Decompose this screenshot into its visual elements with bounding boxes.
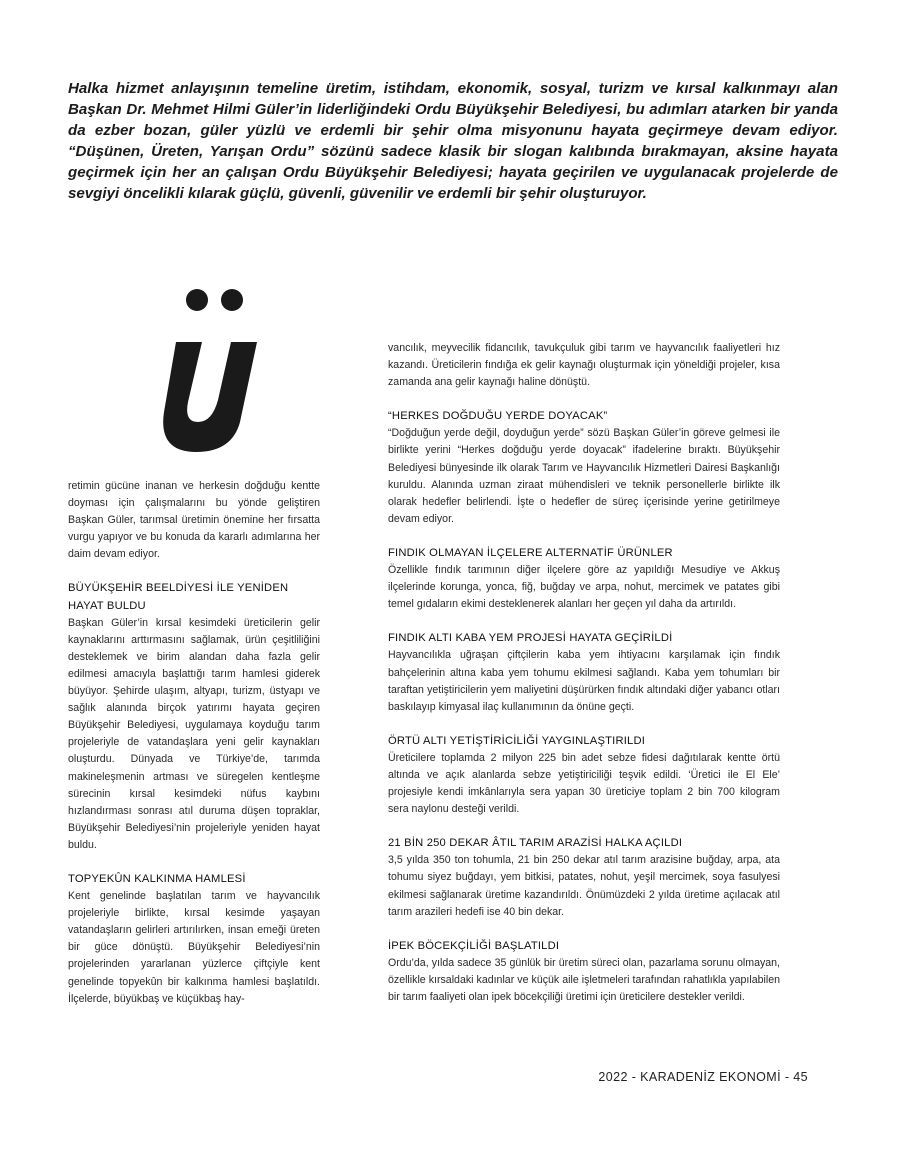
section-body: Üreticilere toplamda 2 milyon 225 bin adet sebze fidesi dağıtılarak kentte örtü altında ve açık alanlarda sebze yetiştiriciliği teşvik edildi. ‘Üretici ile El Ele’ projesiyle kendi imkânlarıyla sera yapan 30 üreticiye toplam 2 bin 700 kilogram sera naylonu desteği verildi.: [388, 751, 780, 816]
section-body: “Doğduğun yerde değil, doyduğun yerde” sözü Başkan Güler’in göreve gelmesi ile birlikte yerini “Herkes doğduğu yerde doyacak” ifadelerine bıraktı. Büyükşehir Belediyesi bünyesinde ilk olarak Tarım ve Hayvancılık Hizmetleri Dairesi Başkanlığı kuruldu. Alanında uzman ziraat mühendisleri ve teknik personellerle birlikte ilk olarak hedefler belirlendi. İşte o hedefler de süreç içerisinde yerine getirilmeye devam ediyor.: [388, 427, 780, 525]
section-heading: 21 BİN 250 DEKAR ÂTIL TARIM ARAZİSİ HALKA AÇILDI: [388, 837, 683, 850]
dropcap-glyph: [140, 282, 270, 462]
page-footer: 2022 - KARADENİZ EKONOMİ - 45: [598, 1070, 808, 1084]
dropcap-letter: [140, 282, 270, 462]
section-alternatif-urunler: [388, 545, 780, 613]
section-heading: BÜYÜKŞEHİR BEELDİYESİ İLE YENİDEN HAYAT BULDU: [68, 582, 289, 612]
section-heading: “HERKES DOĞDUĞU YERDE DOYACAK”: [388, 410, 608, 423]
section-body: Hayvancılıkla uğraşan çiftçilerin kaba yem ihtiyacını karşılamak için fındık bahçelerinin altına kaba yem tohumu ekilmesi sağlandı. Kaba yem tohumları bir taraftan yetiştiricilerin yem maliyetini düşürürken fındık altındaki diğer yabancı otları baskılayıp kimyasal ilaç kullanımının da önüne geçti.: [388, 649, 780, 713]
section-body: Kent genelinde başlatılan tarım ve hayvancılık projeleriyle birlikte, kırsal kesimde yaşayan vatandaşların gelirleri artırılırken, insan emeği üreten bir güce dönüştü. Büyükşehir Belediyesi’nin projelerinden yararlanan yüzlerce çiftçiyle kent genelinde topyekûn bir kalkınma hamlesi başlatıldı. İlçelerde, büyükbaş ve küçükbaş hay-: [68, 890, 320, 1005]
section-kaba-yem: [388, 630, 780, 715]
left-column: [68, 478, 320, 1008]
section-heading: FINDIK OLMAYAN İLÇELERE ALTERNATİF ÜRÜNLER: [388, 546, 673, 559]
section-body: Başkan Güler’in kırsal kesimdeki üreticilerin gelir kaynaklarını arttırmasını sağlamak, ürün çeşitliliğini desteklemek ve birim alandan daha fazla gelir edilmesi amacıyla başlattığı tarım hamlesi giderek büyüyor. Şehirde ulaşım, altyapı, turizm, üstyapı ve sağlık alanında birçok yatırımı hayata geçiren Büyükşehir Belediyesi, uygulamaya koyduğu tarım projeleriyle de vatandaşlara yeni gelir kaynakları oluşturdu. Dünyada ve Türkiye’de, tarımda makineleşmenin artması ve süregelen kentleşme sürecinin kırsal kesimdeki nüfus kaybını hızlandırması sonrası atıl duruma düşen topraklar, Büyükşehir Belediyesi’nin projeleriyle yeniden hayat buldu.: [68, 616, 320, 851]
section-topyekun: [68, 871, 320, 1008]
section-body: Özellikle fındık tarımının diğer ilçelere göre az yapıldığı Mesudiye ve Akkuş ilçelerinde korunga, yonca, fiğ, buğday ve arpa, nohut, mercimek ve patates gibi temel gıdaların ekimi desteklenerek alanları her geçen yıl daha da artırıldı.: [388, 564, 780, 611]
section-heading: TOPYEKÛN KALKINMA HAMLESİ: [68, 872, 246, 885]
section-hayat-buldu: [68, 580, 320, 854]
section-body: 3,5 yılda 350 ton tohumla, 21 bin 250 dekar atıl tarım arazisine buğday, arpa, ata tohumu siyez buğdayı, yem bitkisi, patates, nohut, yeşil mercimek, soya fasulyesi ekilmesi sağlanarak üretime kazandırıldı. Önümüzdeki 2 yılda üretime açılacak atıl tarım arazileri hedefi ise 40 bin dekar.: [388, 854, 780, 918]
section-heading: ÖRTÜ ALTI YETİŞTİRİCİLİĞİ YAYGINLAŞTIRILDI: [388, 734, 646, 747]
section-ortu-alti: [388, 733, 780, 818]
section-herkes-doyacak: [388, 408, 780, 528]
section-atil-arazi: [388, 835, 780, 920]
section-ipek-bocekciligi: [388, 938, 780, 1006]
left-lead-paragraph: retimin gücüne inanan ve herkesin doğduğu kentte doyması için çalışmalarını bu yönde geliştiren Başkan Güler, tarımsal üretimin önemine her fırsatta vurgu yapıyor ve bu konuda da kararlı adımlarına her daim devam ediyor.: [68, 480, 320, 561]
section-body: Ordu’da, yılda sadece 35 günlük bir üretim süreci olan, pazarlama sorunu olmayan, özellikle kırsaldaki kadınlar ve küçük aile işletmeleri tarafından rahatlıkla yapılabilen bir tarım faaliyeti olan ipek böcekçiliği üretimi için üreticilere destekler verildi.: [388, 956, 780, 1003]
section-heading: FINDIK ALTI KABA YEM PROJESİ HAYATA GEÇİRİLDİ: [388, 632, 673, 645]
right-column: [388, 340, 780, 1006]
intro-paragraph: Halka hizmet anlayışının temeline üretim, istihdam, ekonomik, sosyal, turizm ve kırsal kalkınmayı alan Başkan Dr. Mehmet Hilmi Güler’in liderliğindeki Ordu Büyükşehir Belediyesi, bu adımları atarken bir yanda da ezber bozan, güler yüzlü ve erdemli bir şehir olma misyonunu hayata geçirmeye devam ediyor. “Düşünen, Üreten, Yarışan Ordu” sözünü sadece klasik bir slogan kalıbında bırakmayan, aksine hayata geçirmek için her an çalışan Ordu Büyükşehir Belediyesi; hayata geçirilen ve uygulanacak projelerde de sevgiyi öncelikli kılarak güçlü, güvenli, güvenilir ve erdemli bir şehir oluşturuyor.: [68, 80, 838, 203]
right-lead-paragraph: vancılık, meyvecilik fidancılık, tavukçuluk gibi tarım ve hayvancılık faaliyetleri hız kazandı. Üreticilerin fındığa ek gelir kaynağı oluşturmak için yöneldiği projeler, kısa zamanda ana gelir kaynağı haline dönüştü.: [388, 342, 780, 389]
section-heading: İPEK BÖCEKÇİLİĞİ BAŞLATILDI: [388, 939, 560, 952]
